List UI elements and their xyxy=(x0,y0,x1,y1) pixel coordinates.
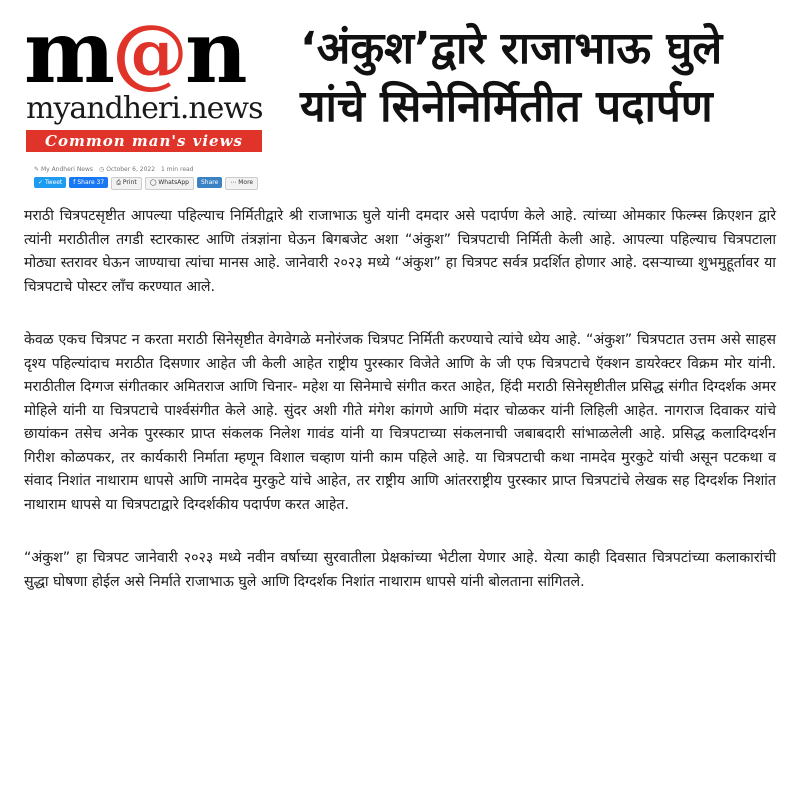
share-label: Share xyxy=(201,179,219,186)
print-label: Print xyxy=(122,179,137,186)
print-button[interactable] xyxy=(111,177,142,190)
whatsapp-label: WhatsApp xyxy=(158,179,189,186)
logo-at-symbol: @ xyxy=(112,8,185,97)
masthead xyxy=(0,0,800,200)
logo-wordmark xyxy=(24,2,274,103)
whatsapp-button[interactable] xyxy=(145,177,194,190)
tweet-button[interactable] xyxy=(34,177,66,188)
share-button[interactable] xyxy=(197,177,222,188)
publish-date: ◷ October 6, 2022 xyxy=(99,166,156,173)
facebook-label: Share 37 xyxy=(77,179,105,186)
logo-tagline: Common man's views xyxy=(26,130,262,152)
share-buttons xyxy=(34,177,258,190)
more-label: More xyxy=(238,179,254,186)
article-paragraph-1: मराठी चित्रपटसृष्टीत आपल्या पहिल्याच निर्मितीद्वारे श्री राजाभाऊ घुले यांनी दमदार असे पदार्पण केले आहे. त्यांच्या ओमकार फिल्म्स क्रिएशन द्वारे त्यांनी मराठीतील तगडी स्टारकास्ट आणि तंत्रज्ञांना घेऊन बिगबजेट अशा “अंकुश” चित्रपटाची निर्मिती केली आहे. आपल्या पहिल्याच चित्रपटाला मोठ्या स्तरावर घेऊन जाण्याचा त्यांचा मानस आहे. जानेवारी २०२३ मध्ये “अंकुश” हा चित्रपट सर्वत्र प्रदर्शित होणार आहे. दसऱ्याच्या शुभमुहूर्तावर या चित्रपटाचे पोस्टर लाँच करण्यात आले. xyxy=(24,208,776,295)
article-body xyxy=(24,205,776,624)
more-button[interactable] xyxy=(225,177,258,190)
tweet-label: Tweet xyxy=(44,179,63,186)
more-icon: ⋯ xyxy=(230,179,237,186)
logo-letter-n: n xyxy=(185,2,245,103)
article-title: ‘अंकुश’द्वारे राजाभाऊ घुले यांचे सिनेनिर्मितीत पदार्पण xyxy=(300,23,723,132)
article-meta xyxy=(34,166,284,174)
facebook-share-button[interactable] xyxy=(69,177,108,188)
facebook-icon: f xyxy=(73,179,76,186)
whatsapp-icon: ◯ xyxy=(149,179,157,186)
author-name[interactable]: ✎ My Andheri News xyxy=(34,166,94,173)
read-time: 1 min read xyxy=(161,166,194,173)
site-logo[interactable] xyxy=(24,2,274,152)
printer-icon: ⎙ xyxy=(116,179,121,186)
article-paragraph-2: केवळ एकच चित्रपट न करता मराठी सिनेसृष्टीत वेगवेगळे मनोरंजक चित्रपट निर्मिती करण्याचे त्यांचे ध्येय आहे. “अंकुश” चित्रपटात उत्तम असे साहस दृश्य पहिल्यांदाच मराठीत दिसणार आहेत जी केली आहेत राष्ट्रीय पुरस्कार विजेते आणि के जी एफ चित्रपटाचे ऍक्शन डायरेक्टर विक्रम मोर यांनी. मराठीतील दिग्गज संगीतकार अमितराज आणि चिनार- महेश या सिनेमाचे संगीत करत आहेत, हिंदी मराठी सिनेसृष्टीतील प्रसिद्ध संगीत दिग्दर्शक अमर मोहिले यांनी या चित्रपटाचे पार्श्वसंगीत केले आहे. सुंदर अशी गीते मंगेश कांगणे आणि मंदार चोळकर यांनी लिहिली आहेत. नागराज दिवाकर यांचे छायांकन तसेच अनेक पुरस्कार प्राप्त संकलक निलेश गावंड यांनी या चित्रपटाच्या संकलनाची जबाबदारी सांभाळलेली आहे. प्रसिद्ध कलादिग्दर्शन गिरीश कोळपकर, तर कार्यकारी निर्माता म्हणून विशाल चव्हाण यांनी काम पहिले आहे. या चित्रपटाची कथा नामदेव मुरकुटे यांची असून पटकथा व संवाद निशांत नाथाराम धापसे आणि नामदेव मुरकुटे यांचे आहेत, तर राष्ट्रीय आणि आंतरराष्ट्रीय पुरस्कार प्राप्त चित्रपटांचे लेखक सह दिग्दर्शक निशांत नाथाराम धापसे या चित्रपटाद्वारे दिग्दर्शकीय पदार्पण करत आहेत. xyxy=(24,332,776,513)
logo-domain: myandheri.news xyxy=(26,91,263,126)
date-label: October 6, 2022 xyxy=(106,166,156,173)
logo-letter-m: m xyxy=(24,2,112,103)
article-paragraph-3: “अंकुश” हा चित्रपट जानेवारी २०२३ मध्ये नवीन वर्षाच्या सुरवातीला प्रेक्षकांच्या भेटीला येणार आहे. येत्या काही दिवसात चित्रपटांच्या कलाकारांची सुद्धा घोषणा होईल असे निर्माते राजाभाऊ घुले आणि दिग्दर्शक निशांत नाथाराम धापसे यांनी बोलताना सांगितले. xyxy=(24,550,776,590)
bird-icon: ✓ xyxy=(38,179,44,186)
author-label: My Andheri News xyxy=(40,166,94,173)
